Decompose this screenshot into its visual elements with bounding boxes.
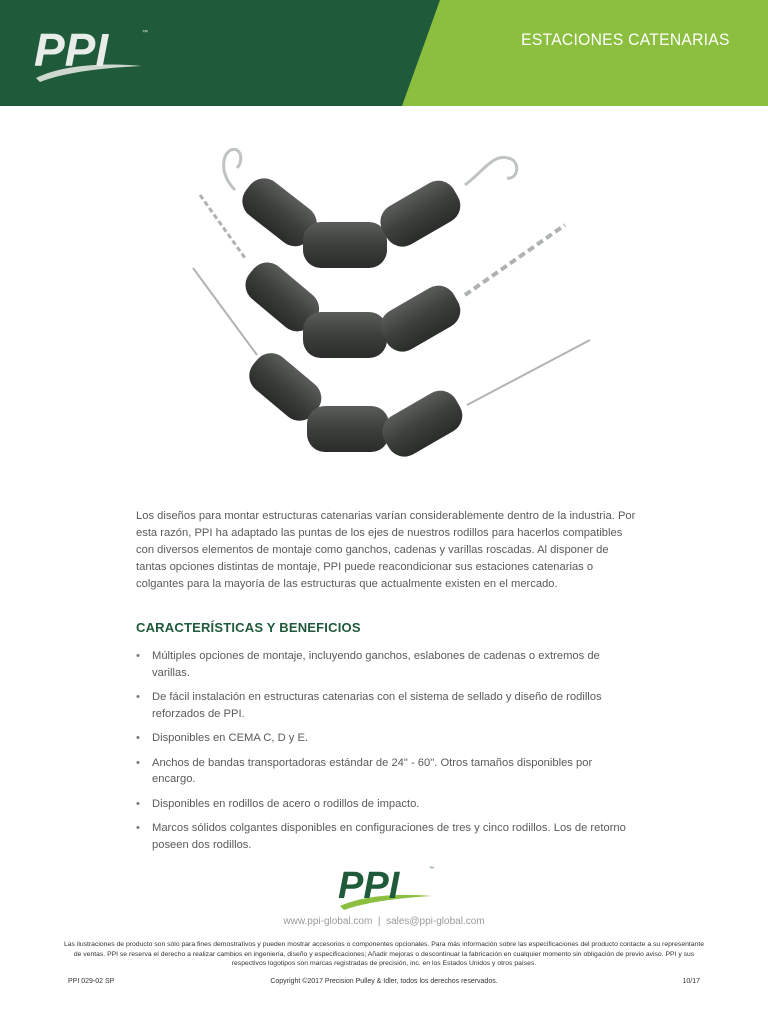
- bullet: •: [136, 756, 140, 769]
- logo-footer-trademark: ™: [429, 866, 434, 872]
- features-heading: CARACTERÍSTICAS Y BENEFICIOS: [136, 620, 361, 635]
- contact-line: [0, 916, 768, 927]
- website-link[interactable]: www.ppi-global.com: [283, 916, 373, 927]
- list-item: [136, 820, 636, 853]
- logo-footer-text: PPI: [338, 865, 400, 907]
- copyright: Copyright ©2017 Precision Pulley & Idler, todos los derechos reservados.: [270, 978, 498, 985]
- list-item: [136, 689, 636, 722]
- list-item: [136, 648, 636, 681]
- intro-paragraph: Los diseños para montar estructuras catenarias varían considerablemente dentro de la industria. Por esta razón, PPI ha adaptado las puntas de los ejes de nuestros rodillos para hacerlos compatibles con diversos elementos de montaje como ganchos, cadenas y varillas roscadas. Al disponer de tantas opciones distintas de montaje, PPI puede reacondicionar sus estaciones catenarias o colgantes para la mayoría de las estructuras que actualmente existen en el mercado.: [136, 510, 636, 590]
- document-code: PPI 029-02 SP: [68, 978, 115, 985]
- list-item: [136, 730, 636, 747]
- catenary-rollers-illustration: [185, 140, 605, 480]
- catenary-stations-image: [185, 140, 605, 480]
- list-item: [136, 796, 636, 813]
- ppi-logo-footer: [336, 862, 436, 917]
- logo-text: PPI: [34, 24, 109, 76]
- bullet: •: [136, 650, 140, 662]
- bullet: •: [136, 797, 140, 810]
- document-date: 10/17: [682, 978, 700, 985]
- feature-text: Marcos sólidos colgantes disponibles en configuraciones de tres y cinco rodillos. Los de retorno poseen dos rodillos.: [152, 822, 626, 851]
- ppi-logo-footer-mark: [336, 862, 436, 912]
- disclaimer: Las ilustraciones de producto son sólo para fines demostrativos y pueden mostrar accesorios o componentes opcionales. Para más información sobre las especificaciones del producto contacte a su representante de ventas. PPI se reserva el derecho a realizar cambios en ingeniería, diseño y especificaciones; Añadir mejoras o descontinuar la fabricación en cualquier momento sin obligación de previo aviso. PPI y sus respectivos logotipos son marcas registradas de precisión, inc. en los Estados Unidos y otros países.: [63, 941, 705, 967]
- contact-separator: |: [377, 916, 381, 927]
- logo-trademark: ™: [142, 30, 148, 36]
- feature-text: Múltiples opciones de montaje, incluyendo ganchos, eslabones de cadenas o extremos de varillas.: [152, 650, 600, 679]
- feature-text: Disponibles en rodillos de acero o rodillos de impacto.: [152, 797, 420, 810]
- page-header: [0, 0, 768, 106]
- list-item: [136, 755, 636, 788]
- feature-text: Anchos de bandas transportadoras estándar de 24" - 60". Otros tamaños disponibles por encargo.: [152, 756, 593, 785]
- bullet: •: [136, 822, 140, 834]
- feature-text: De fácil instalación en estructuras catenarias con el sistema de sellado y diseño de rodillos reforzados de PPI.: [152, 691, 602, 720]
- features-list: [136, 648, 636, 861]
- page-title: ESTACIONES CATENARIAS: [521, 30, 730, 49]
- bullet: •: [136, 691, 140, 703]
- email-link[interactable]: sales@ppi-global.com: [386, 916, 485, 927]
- bullet: •: [136, 732, 140, 744]
- feature-text: Disponibles en CEMA C, D y E.: [152, 732, 309, 744]
- ppi-logo-mark: [30, 22, 150, 86]
